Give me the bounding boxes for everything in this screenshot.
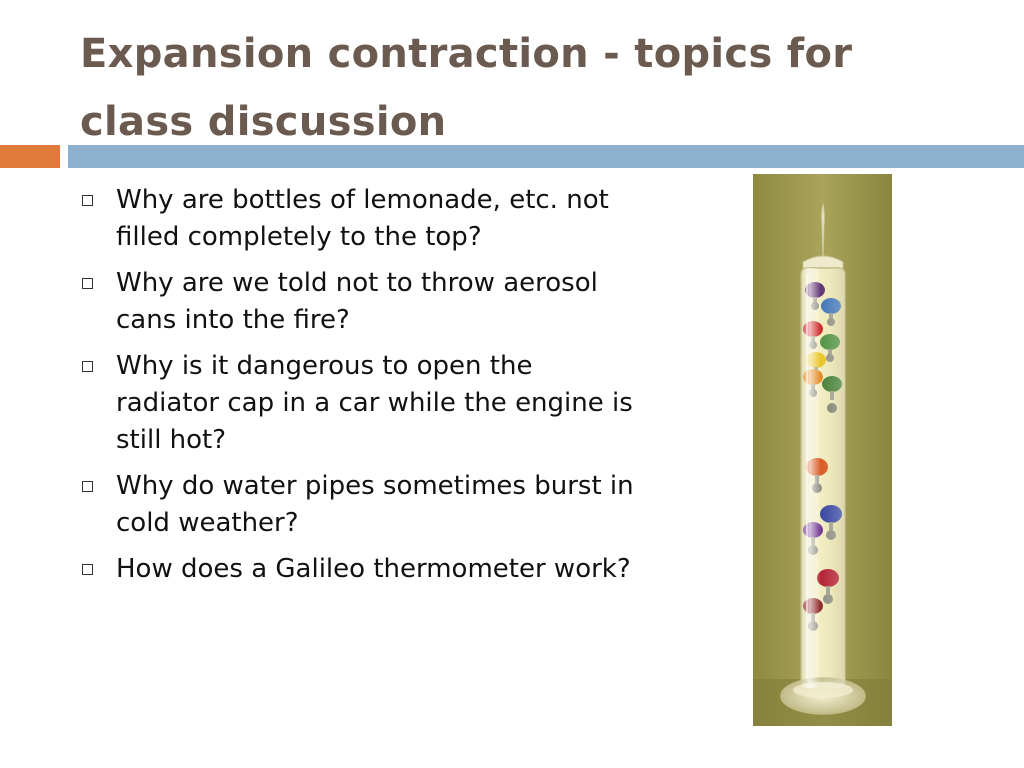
bullet-list (80, 182, 640, 597)
accent-bar-orange (0, 145, 60, 168)
square-bullet-icon (82, 361, 93, 372)
bullet-text: How does a Galileo thermometer work? (116, 554, 631, 584)
bullet-text: Why is it dangerous to open the radiator cap in a car while the engine is still hot? (116, 351, 633, 455)
square-bullet-icon (82, 278, 93, 289)
galileo-thermometer-photo (753, 174, 892, 726)
slide-title: Expansion contraction - topics for class discussion (80, 31, 853, 145)
bullet-item (80, 348, 640, 459)
bullet-text: Why do water pipes sometimes burst in cold weather? (116, 471, 634, 538)
bullet-item (80, 468, 640, 542)
bullet-item (80, 182, 640, 256)
square-bullet-icon (82, 481, 93, 492)
bullet-text: Why are we told not to throw aerosol cans into the fire? (116, 268, 598, 335)
square-bullet-icon (82, 195, 93, 206)
accent-bar-blue (68, 145, 1024, 168)
square-bullet-icon (82, 564, 93, 575)
bullet-item (80, 265, 640, 339)
bullet-text: Why are bottles of lemonade, etc. not filled completely to the top? (116, 185, 609, 252)
bullet-item (80, 551, 640, 588)
